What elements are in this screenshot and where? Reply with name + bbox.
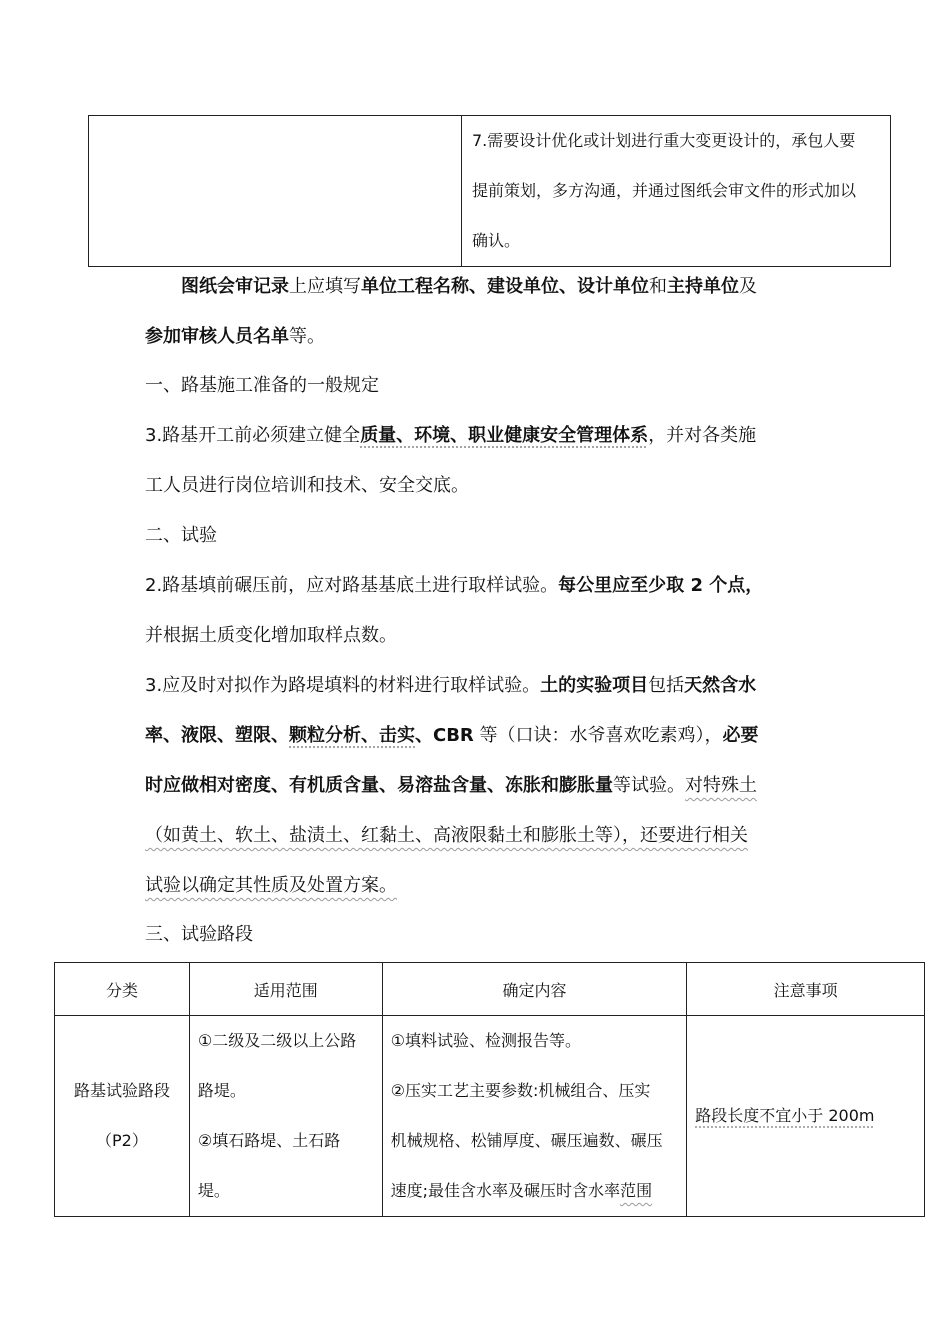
cell-line: 堤。 (197, 1181, 230, 1200)
table-cell-notes (687, 1016, 925, 1217)
text: 及 (739, 276, 757, 297)
text: 上应填写 (289, 276, 361, 297)
heading-general-rules: 一、路基施工准备的一般规定 (145, 375, 379, 396)
text-bold: 时应做相对密度、有机质含量、易溶盐含量、冻胀和膨胀量 (145, 775, 613, 796)
text-bold: 土的实验项目 (540, 675, 649, 696)
trial-section-table (54, 962, 925, 1217)
table-cell-scope (189, 1016, 382, 1217)
top-table-line: 确认。 (472, 231, 521, 250)
top-table-line: 7.需要设计优化或计划进行重大变更设计的，承包人要 (472, 131, 856, 150)
text-bold: 、 (559, 276, 577, 297)
text: 等（口诀：水爷喜欢吃素鸡）， (473, 725, 723, 746)
top-table-text-cell (462, 116, 891, 267)
paragraph-soil-tests (145, 661, 805, 911)
top-table (88, 115, 891, 267)
text-bold: 每公里应至少取 2 个点， (558, 575, 764, 596)
table-header-row (55, 963, 925, 1016)
cell-text: 速度;最佳含水率及碾压时含水率 (390, 1181, 621, 1200)
table-cell-category (55, 1016, 190, 1217)
text-underlined: 试验以确定其性质及处置方案。 (145, 875, 397, 896)
text-bold: 图纸会审记录 (181, 276, 289, 297)
cell-line: 路基试验路段 (73, 1081, 170, 1100)
paragraph-management-system (145, 411, 805, 511)
text-underlined: （如黄土、软土、盐渍土、红黏土、高液限黏土和膨胀土等），还要进行相关 (145, 825, 748, 846)
text: 并根据土质变化增加取样点数。 (145, 625, 397, 646)
table-cell-content (382, 1016, 687, 1217)
text-bold: 建设单位 (487, 276, 559, 297)
table-header: 分类 (55, 963, 190, 1016)
cell-line: 路堤。 (197, 1081, 246, 1100)
top-table-empty-cell (89, 116, 462, 267)
table-header: 适用范围 (189, 963, 382, 1016)
cell-line (391, 1166, 679, 1216)
text-bold: 、 (469, 276, 487, 297)
cell-text-underlined: 路段长度不宜小于 200m (695, 1106, 875, 1125)
text: 等。 (289, 326, 325, 347)
paragraph-drawing-review (145, 262, 805, 362)
cell-line: 机械规格、松铺厚度、碾压遍数、碾压 (390, 1131, 663, 1150)
text: 3.应及时对拟作为路堤填料的材料进行取样试验。 (145, 675, 541, 696)
text: 2.路基填前碾压前，应对路基基底土进行取样试验。 (145, 575, 559, 596)
text: 等试验。 (613, 775, 685, 796)
text-bold: 主持单位 (667, 276, 739, 297)
cell-line: ①填料试验、检测报告等。 (390, 1031, 582, 1050)
cell-line: ②填石路堤、土石路 (197, 1131, 341, 1150)
text-bold: 率、液限、塑限、 (145, 725, 289, 746)
text: 包括 (648, 675, 685, 696)
text-bold: 设计单位 (577, 276, 649, 297)
text-bold: 必要 (722, 725, 759, 746)
text-underlined: 对特殊土 (685, 775, 757, 796)
table-header: 确定内容 (382, 963, 687, 1016)
text-bold: 单位工程名称 (361, 276, 469, 297)
top-table-line: 提前策划，多方沟通，并通过图纸会审文件的形式加以 (472, 181, 857, 200)
text: 和 (649, 276, 667, 297)
text-bold: 参加审核人员名单 (145, 326, 289, 347)
heading-test: 二、试验 (145, 525, 217, 546)
paragraph-sampling (145, 561, 805, 661)
heading-trial-section: 三、试验路段 (145, 924, 253, 945)
cell-line: ①二级及二级以上公路 (197, 1031, 357, 1050)
cell-line: ②压实工艺主要参数:机械组合、压实 (390, 1081, 651, 1100)
text: ，并对各类施 (648, 425, 757, 446)
cell-line: （P2） (96, 1131, 148, 1150)
table-row (55, 1016, 925, 1217)
cell-text-underlined: 范围 (620, 1181, 653, 1200)
table-header: 注意事项 (687, 963, 925, 1016)
text: 3.路基开工前必须建立健全 (145, 425, 361, 446)
text-bold-underlined: 质量、环境、职业健康安全管理体系 (360, 425, 649, 446)
text: 工人员进行岗位培训和技术、安全交底。 (145, 475, 469, 496)
text-bold: 天然含水 (684, 675, 757, 696)
text-bold-underlined: 颗粒分析、击实 (289, 725, 415, 746)
text-bold: 、CBR (415, 725, 474, 746)
